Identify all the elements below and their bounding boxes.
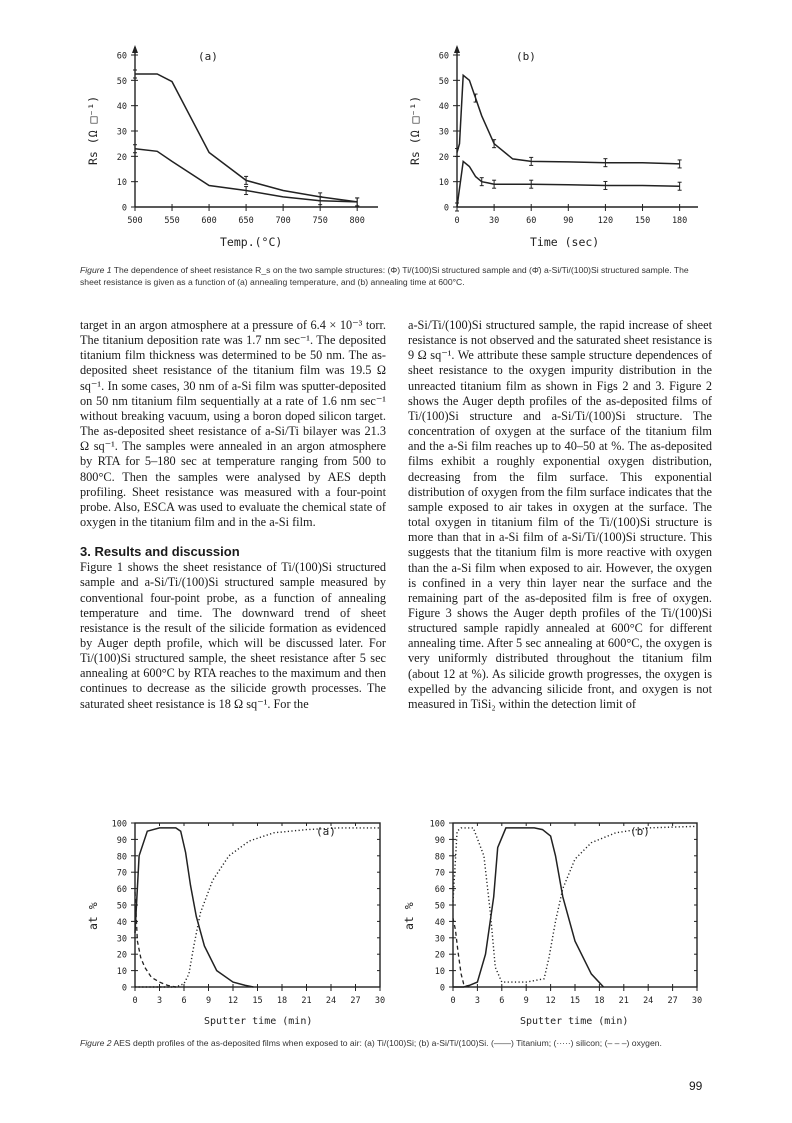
silicon-line bbox=[453, 826, 697, 982]
x-tick-label: 60 bbox=[526, 216, 537, 226]
y-tick-label: 60 bbox=[116, 51, 127, 62]
y-tick-label: 70 bbox=[116, 868, 127, 879]
x-tick-label: 30 bbox=[488, 216, 500, 226]
y-tick-label: 20 bbox=[434, 950, 445, 961]
x-tick-label: 6 bbox=[181, 996, 187, 1006]
right-paragraph-1: a-Si/Ti/(100)Si structured sample, the rapid increase of sheet resistance is not observed and the saturated sheet resistance is 9 Ω sq⁻¹. We attribute these sample structure dependences of sheet resistance to the oxygen impurity distribution in the unreacted titanium film as shown in Figs 2 and 3. Figure 2 shows the Auger depth profiles of the as-deposited films of Ti/(100)Si structure and a-Si/Ti/(100)Si structure. The concentration of oxygen at the surface of the titanium film and the a-Si film reaches up to 40–50 at %. The as-deposited films exhibit a roughly exponential oxygen distribution, decreasing from the film surface. This exponential distribution of oxygen from the film surface indicates that the sample exposed to air takes in oxygen at the surface. The total oxygen in titanium film of the Ti/(100)Si structure is more than that in a-Si film of a-Si/Ti/(100)Si structure. This suggests that the titanium film is more reactive with oxygen than the a-Si film when exposed to air. However, the oxygen is confined in a very thin layer near the surface and the remaining part of the as-deposited film is free of oxygen. Figure 3 shows the Auger depth profiles of the Ti/(100)Si structured sample rapidly annealed at 600°C for different annealing time. After 5 sec annealing at 600°C, the oxygen is very uniformly distributed throughout the titanium film (about 12 at %). As silicide growth progresses, the oxygen is expelled by the advancing silicide front, and oxygen is not measured in TiSi₂ within the detection limit of bbox=[408, 318, 712, 711]
y-tick-label: 20 bbox=[116, 950, 127, 961]
x-tick-label: 0 bbox=[454, 216, 460, 226]
figure-1a-x-axis-label: Temp.(°C) bbox=[220, 235, 283, 249]
figure-2a-y-axis-label: at % bbox=[86, 902, 100, 930]
y-tick-label: 60 bbox=[116, 885, 127, 896]
y-tick-label: 100 bbox=[111, 819, 127, 830]
y-tick-label: 40 bbox=[116, 102, 127, 113]
silicon-line bbox=[135, 828, 380, 987]
x-tick-label: 650 bbox=[238, 216, 254, 226]
y-tick-label: 50 bbox=[434, 901, 445, 912]
right-column bbox=[408, 318, 712, 712]
y-tick-label: 60 bbox=[434, 885, 445, 896]
series-1-line bbox=[457, 75, 680, 164]
section-heading: 3. Results and discussion bbox=[80, 544, 240, 560]
figure-1-caption-label: Figure 1 bbox=[80, 265, 112, 275]
x-tick-label: 700 bbox=[275, 216, 291, 226]
y-tick-label: 50 bbox=[116, 901, 127, 912]
figure-2-caption-text: AES depth profiles of the as-deposited films when exposed to air: (a) Ti/(100)Si; (b) a-Si/Ti/(100)Si. (——) Titanium; (·····) silicon; (– – –) oxygen. bbox=[113, 1038, 662, 1048]
page-number: 99 bbox=[689, 1079, 703, 1093]
figure-2b-x-axis-label: Sputter time (min) bbox=[520, 1016, 629, 1027]
figure-1b-y-axis-label: Rs (Ω □⁻¹) bbox=[408, 95, 422, 165]
oxygen-line bbox=[453, 918, 469, 987]
figure-1-caption-text: The dependence of sheet resistance R_s on the two sample structures: (Φ) Ti/(100)Si structured sample and (Φ̄) a-Si/Ti/(100)Si structured sample. The sheet resistance is given as a function of (a) annealing temperature, and (b) annealing time at 600°C. bbox=[80, 265, 689, 287]
left-paragraph-1: target in an argon atmosphere at a pressure of 6.4 × 10⁻³ torr. The titanium deposition rate was 1.7 nm sec⁻¹. The deposited titanium film thickness was determined to be 50 nm. The as-deposited sheet resistance of the titanium film was 19.5 Ω sq⁻¹. In some cases, 30 nm of a-Si film was sputter-deposited on 50 nm titanium film sequentially at a rate of 1.6 nm sec⁻¹ without breaking vacuum, using a boron doped silicon target. The as-deposited sheet resistance of a-Si/Ti bilayer was 21.3 Ω sq⁻¹. The samples were annealed in an argon atmosphere by RTA for 5–180 sec at temperature ranging from 500 to 800°C. Then the samples were analysed by AES depth profiling. Sheet resistance was measured with a four-point probe. Also, ESCA was used to evaluate the chemical state of oxygen in the titanium film and in the a-Si film. bbox=[80, 318, 386, 530]
figure-2-caption bbox=[80, 1037, 712, 1049]
y-tick-label: 90 bbox=[116, 835, 127, 846]
figure-1a-panel-label: (a) bbox=[198, 50, 218, 63]
figure-2a-x-axis-label: Sputter time (min) bbox=[204, 1016, 313, 1027]
x-tick-label: 800 bbox=[349, 216, 365, 226]
x-tick-label: 750 bbox=[312, 216, 328, 226]
y-tick-label: 30 bbox=[434, 934, 445, 945]
x-tick-label: 27 bbox=[667, 996, 678, 1006]
y-tick-label: 40 bbox=[116, 917, 127, 928]
y-tick-label: 90 bbox=[434, 835, 445, 846]
left-paragraph-2: Figure 1 shows the sheet resistance of Ti/(100)Si structured sample and a-Si/Ti/(100)Si structured sample measured by conventional four-point probe, as a function of annealing temperature and time. The downward trend of sheet resistance is the result of the silicide formation as evidenced by Auger depth profile, which will be discussed later. For Ti/(100)Si structured sample, the sheet resistance after 5 sec annealing at 600°C by RTA reaches to the maximum and then continues to decrease as the silicide growth processes. The saturated sheet resistance is 18 Ω sq⁻¹. For the bbox=[80, 560, 386, 711]
oxygen-line bbox=[135, 892, 176, 987]
x-tick-label: 27 bbox=[350, 996, 361, 1006]
y-tick-label: 70 bbox=[434, 868, 445, 879]
figure-2b-y-axis-label: at % bbox=[402, 902, 416, 930]
x-tick-label: 30 bbox=[691, 996, 703, 1006]
x-tick-label: 15 bbox=[569, 996, 581, 1006]
y-tick-label: 10 bbox=[434, 967, 445, 978]
x-tick-label: 18 bbox=[594, 996, 605, 1006]
y-tick-label: 20 bbox=[438, 152, 449, 163]
x-tick-label: 9 bbox=[523, 996, 529, 1006]
x-tick-label: 120 bbox=[597, 216, 614, 226]
figure-1-caption bbox=[80, 264, 712, 288]
y-tick-label: 20 bbox=[116, 152, 127, 163]
y-tick-label: 0 bbox=[443, 203, 449, 214]
y-tick-label: 0 bbox=[439, 983, 445, 994]
figure-2b-panel-label: (b) bbox=[630, 825, 650, 838]
y-tick-label: 50 bbox=[438, 76, 449, 87]
x-tick-label: 24 bbox=[325, 996, 337, 1006]
x-tick-label: 0 bbox=[132, 996, 138, 1006]
y-tick-label: 30 bbox=[438, 127, 449, 138]
plot-frame bbox=[135, 823, 380, 987]
x-tick-label: 90 bbox=[563, 216, 574, 226]
y-tick-label: 0 bbox=[121, 203, 127, 214]
x-tick-label: 550 bbox=[164, 216, 180, 226]
x-tick-label: 30 bbox=[374, 996, 386, 1006]
x-tick-label: 3 bbox=[474, 996, 480, 1006]
y-axis-arrow bbox=[132, 45, 138, 53]
figure-1a-plot bbox=[117, 45, 378, 226]
y-axis-arrow bbox=[454, 45, 460, 53]
figure-2a-panel-label: (a) bbox=[316, 825, 336, 838]
x-tick-label: 15 bbox=[252, 996, 263, 1006]
x-tick-label: 18 bbox=[276, 996, 288, 1006]
x-tick-label: 9 bbox=[205, 996, 212, 1006]
y-tick-label: 10 bbox=[116, 178, 127, 189]
x-tick-label: 24 bbox=[643, 996, 654, 1006]
y-tick-label: 0 bbox=[121, 983, 127, 994]
figure-2 bbox=[0, 805, 792, 1040]
figure-1 bbox=[0, 0, 792, 260]
x-tick-label: 6 bbox=[499, 996, 505, 1006]
figure-1a-y-axis-label: Rs (Ω □⁻¹) bbox=[86, 95, 100, 165]
x-tick-label: 12 bbox=[545, 996, 556, 1006]
y-tick-label: 30 bbox=[116, 934, 127, 945]
plot-frame bbox=[453, 823, 697, 987]
x-tick-label: 21 bbox=[618, 996, 629, 1006]
figure-1b-panel-label: (b) bbox=[516, 50, 536, 63]
figure-2b-plot bbox=[430, 820, 702, 1007]
y-tick-label: 40 bbox=[434, 917, 445, 928]
left-column bbox=[80, 318, 386, 712]
series-2-line bbox=[457, 161, 680, 207]
y-tick-label: 100 bbox=[429, 819, 445, 830]
x-tick-label: 3 bbox=[156, 996, 163, 1006]
x-tick-label: 500 bbox=[127, 216, 143, 226]
x-tick-label: 600 bbox=[201, 216, 217, 226]
figure-1b-x-axis-label: Time (sec) bbox=[530, 235, 600, 249]
x-tick-label: 21 bbox=[301, 996, 312, 1006]
y-tick-label: 30 bbox=[116, 127, 127, 138]
y-tick-label: 10 bbox=[438, 178, 449, 189]
figure-1b-plot bbox=[439, 45, 698, 226]
y-tick-label: 10 bbox=[116, 967, 127, 978]
x-tick-label: 0 bbox=[450, 996, 456, 1006]
y-tick-label: 80 bbox=[434, 852, 445, 863]
x-tick-label: 12 bbox=[227, 996, 239, 1006]
y-tick-label: 80 bbox=[116, 852, 127, 863]
y-tick-label: 40 bbox=[438, 102, 449, 113]
x-tick-label: 150 bbox=[634, 216, 651, 226]
y-tick-label: 60 bbox=[438, 51, 449, 62]
titanium-line bbox=[453, 828, 604, 987]
figure-2a-plot bbox=[112, 820, 385, 1007]
y-tick-label: 50 bbox=[116, 76, 127, 87]
figure-2-caption-label: Figure 2 bbox=[80, 1038, 112, 1048]
x-tick-label: 180 bbox=[671, 216, 688, 226]
